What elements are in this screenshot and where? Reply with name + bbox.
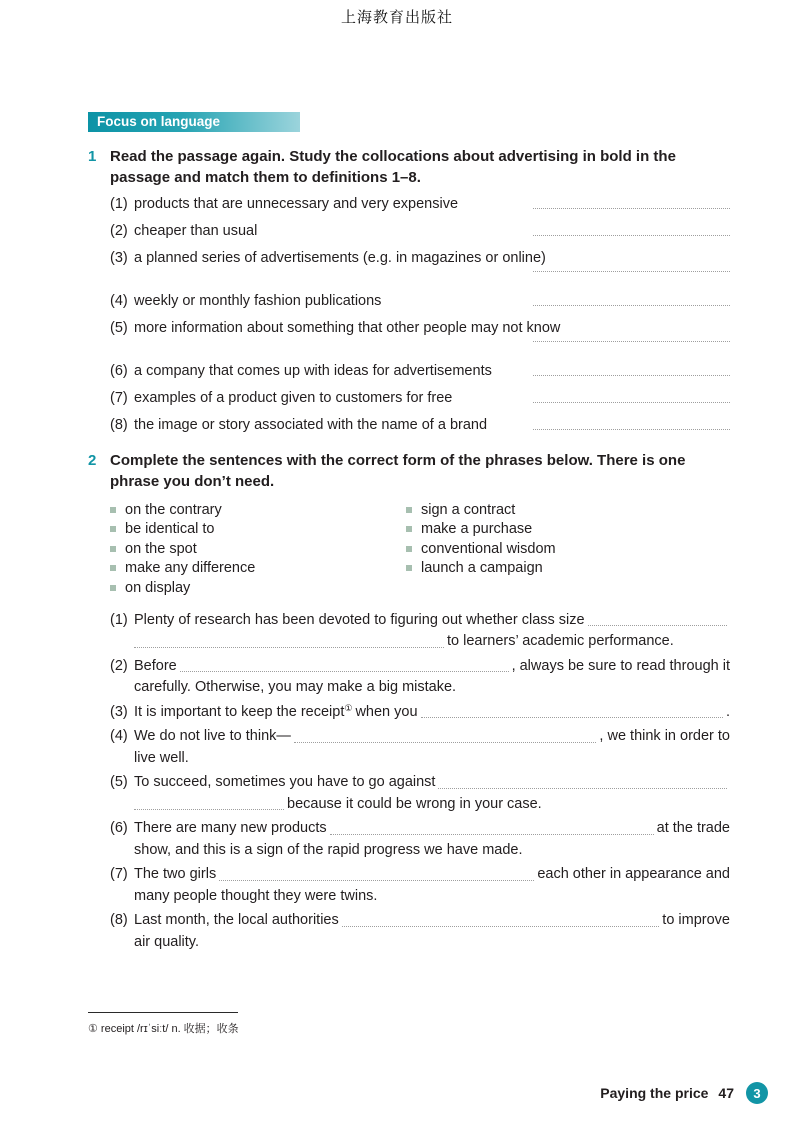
word-bank-column-2	[406, 500, 556, 598]
footnote-marker: ①	[344, 702, 353, 713]
sentence-body	[134, 726, 730, 769]
sentence-text: The two girls	[134, 866, 217, 882]
item-text: more information about something that other people may not know	[134, 320, 561, 336]
sentence-body	[134, 818, 730, 861]
fill-blank	[219, 880, 534, 881]
item-text: a company that comes up with ideas for advertisements	[134, 363, 492, 379]
sentence	[110, 910, 730, 953]
word-bank-item	[110, 539, 406, 559]
sentence-text: to learners’ academic performance.	[447, 633, 674, 649]
page-number: 47	[718, 1085, 734, 1101]
word-bank-item	[406, 559, 556, 579]
word-bank-label: on display	[125, 579, 191, 596]
square-bullet-icon	[110, 526, 116, 532]
sentence-line	[134, 910, 730, 932]
exercise-1	[88, 146, 730, 434]
sentence-text: We do not live to think—	[134, 728, 291, 744]
sentence-line	[134, 794, 730, 816]
item-text: cheaper than usual	[134, 223, 258, 239]
square-bullet-icon	[406, 565, 412, 571]
sentence-number: (8)	[110, 912, 128, 928]
fill-blank	[588, 625, 727, 626]
answer-line	[533, 208, 730, 209]
sentence-text: Plenty of research has been devoted to figuring out whether class size	[134, 611, 585, 628]
word-bank-item	[406, 520, 556, 540]
word-bank-label: sign a contract	[421, 501, 516, 518]
exercise-1-head	[88, 146, 730, 188]
square-bullet-icon	[110, 546, 116, 552]
sentence-line	[134, 631, 730, 653]
sentence	[110, 656, 730, 699]
sentence-text: Last month, the local authorities	[134, 912, 339, 928]
footnote	[88, 1012, 239, 1036]
sentence-body	[134, 702, 730, 724]
fill-blank	[421, 717, 723, 718]
sentence-number: (1)	[110, 611, 128, 628]
sentence-line	[134, 677, 730, 699]
answer-line	[533, 429, 730, 430]
word-bank-item	[110, 578, 406, 598]
item-number: (8)	[110, 417, 128, 433]
definition-item	[110, 417, 730, 434]
answer-line	[533, 235, 730, 236]
sentence	[110, 726, 730, 769]
answer-line-row	[110, 341, 730, 351]
definition-item	[110, 320, 730, 337]
sentence-text: Before	[134, 657, 177, 674]
square-bullet-icon	[110, 585, 116, 591]
word-bank-label: conventional wisdom	[421, 540, 556, 557]
answer-line	[533, 341, 730, 342]
square-bullet-icon	[406, 507, 412, 513]
exercise-2-number: 2	[88, 452, 97, 469]
answer-line	[533, 402, 730, 403]
sentence-text: each other in appearance and	[537, 866, 730, 882]
sentence-body	[134, 910, 730, 953]
definition-item	[110, 250, 730, 267]
sentence-text: , always be sure to read through it	[511, 657, 730, 674]
sentence-body	[134, 864, 730, 907]
exercise-2-body	[110, 500, 730, 953]
answer-line	[533, 375, 730, 376]
section-header-bar	[88, 112, 300, 132]
sentence-text: air quality.	[134, 933, 200, 950]
definition-item	[110, 390, 730, 407]
sentence-text: To succeed, sometimes you have to go against	[134, 774, 436, 790]
item-number: (1)	[110, 196, 128, 212]
sentence-text: many people thought they were twins.	[134, 887, 378, 904]
publisher-header: 上海教育出版社	[340, 10, 453, 26]
exercise-2-head	[88, 450, 730, 492]
sentence-line	[134, 886, 730, 908]
sentence-text: , we think in order to	[599, 728, 730, 744]
sentence-number: (6)	[110, 820, 128, 836]
sentence-text: It is important to keep the receipt	[134, 703, 345, 720]
word-bank-label: on the contrary	[125, 501, 222, 518]
section-title: Focus on language	[97, 114, 221, 129]
sentence-line	[134, 656, 730, 678]
sentence-text: when you	[355, 703, 418, 720]
word-bank-column-1	[110, 500, 406, 598]
fill-blank	[294, 742, 597, 743]
sentence-text: to improve	[662, 912, 730, 928]
fill-blank	[180, 671, 509, 672]
exercise-1-body	[110, 196, 730, 434]
word-bank-item	[406, 539, 556, 559]
sentence-text: because it could be wrong in your case.	[287, 795, 542, 812]
sentence-line	[134, 726, 730, 748]
answer-line-row	[110, 271, 730, 281]
item-text: examples of a product given to customers for free	[134, 390, 453, 406]
item-text: weekly or monthly fashion publications	[134, 293, 382, 309]
word-bank-label: make any difference	[125, 560, 256, 577]
sentence-line	[134, 840, 730, 862]
sentence-text: .	[725, 703, 730, 720]
item-text: products that are unnecessary and very expensive	[134, 196, 459, 212]
definition-item	[110, 293, 730, 310]
item-number: (3)	[110, 250, 128, 266]
fill-blank	[342, 926, 660, 927]
answer-line	[533, 305, 730, 306]
definition-item	[110, 363, 730, 380]
fill-blank	[134, 647, 444, 648]
sentence-text: live well.	[134, 749, 189, 766]
word-bank	[110, 500, 730, 598]
page-content	[88, 112, 730, 956]
sentence-line	[134, 932, 730, 954]
definition-item	[110, 223, 730, 240]
sentence-line	[134, 864, 730, 886]
exercise-1-number: 1	[88, 148, 97, 165]
word-bank-label: be identical to	[125, 521, 215, 538]
page-footer	[600, 1082, 768, 1104]
sentence-number: (4)	[110, 728, 128, 744]
sentence-text: show, and this is a sign of the rapid progress we have made.	[134, 841, 523, 858]
sentence-line	[134, 772, 730, 794]
square-bullet-icon	[110, 507, 116, 513]
exercise-1-instructions: Read the passage again. Study the collocations about advertising in bold in the passage and match them to definitions 1–8.	[110, 148, 676, 186]
item-text: a planned series of advertisements (e.g. in magazines or online)	[134, 250, 546, 266]
sentence-number: (7)	[110, 866, 128, 882]
sentence	[110, 702, 730, 724]
item-number: (5)	[110, 320, 128, 336]
exercise-2-instructions: Complete the sentences with the correct form of the phrases below. There is one phrase you don’t need.	[110, 452, 686, 490]
word-bank-item	[110, 500, 406, 520]
sentence-number: (2)	[110, 657, 128, 674]
sentence-body	[134, 772, 730, 815]
footer-title: Paying the price	[600, 1085, 709, 1101]
word-bank-item	[110, 520, 406, 540]
sentence-line	[134, 702, 730, 724]
sentence	[110, 772, 730, 815]
word-bank-item	[110, 559, 406, 579]
word-bank-item	[406, 500, 556, 520]
word-bank-label: make a purchase	[421, 521, 533, 538]
fill-blank	[134, 809, 284, 810]
unit-badge: 3	[746, 1082, 768, 1104]
item-text: the image or story associated with the name of a brand	[134, 417, 488, 433]
sentence-text: carefully. Otherwise, you may make a big mistake.	[134, 679, 457, 695]
item-number: (7)	[110, 390, 128, 406]
footnote-rule	[88, 1012, 238, 1013]
item-number: (2)	[110, 223, 128, 239]
sentence	[110, 818, 730, 861]
footnote-text: ① receipt /rɪˈsiːt/ n. 收据；收条	[88, 1023, 239, 1035]
square-bullet-icon	[406, 526, 412, 532]
sentence	[110, 610, 730, 653]
sentence-body	[134, 656, 730, 699]
sentence-number: (3)	[110, 703, 128, 720]
sentence-body	[134, 610, 730, 653]
sentence-text: There are many new products	[134, 820, 327, 836]
sentence-line	[134, 610, 730, 632]
fill-blank	[330, 834, 654, 835]
exercise-2	[88, 450, 730, 953]
sentence-text: at the trade	[656, 820, 730, 836]
definition-item	[110, 196, 730, 213]
sentence-line	[134, 748, 730, 770]
sentence	[110, 864, 730, 907]
sentence-number: (5)	[110, 774, 128, 790]
answer-line	[533, 271, 730, 272]
item-number: (6)	[110, 363, 128, 379]
fill-blank	[438, 788, 727, 789]
word-bank-label: launch a campaign	[421, 560, 543, 577]
square-bullet-icon	[406, 546, 412, 552]
sentence-line	[134, 818, 730, 840]
item-number: (4)	[110, 293, 128, 309]
word-bank-label: on the spot	[125, 540, 197, 557]
square-bullet-icon	[110, 565, 116, 571]
